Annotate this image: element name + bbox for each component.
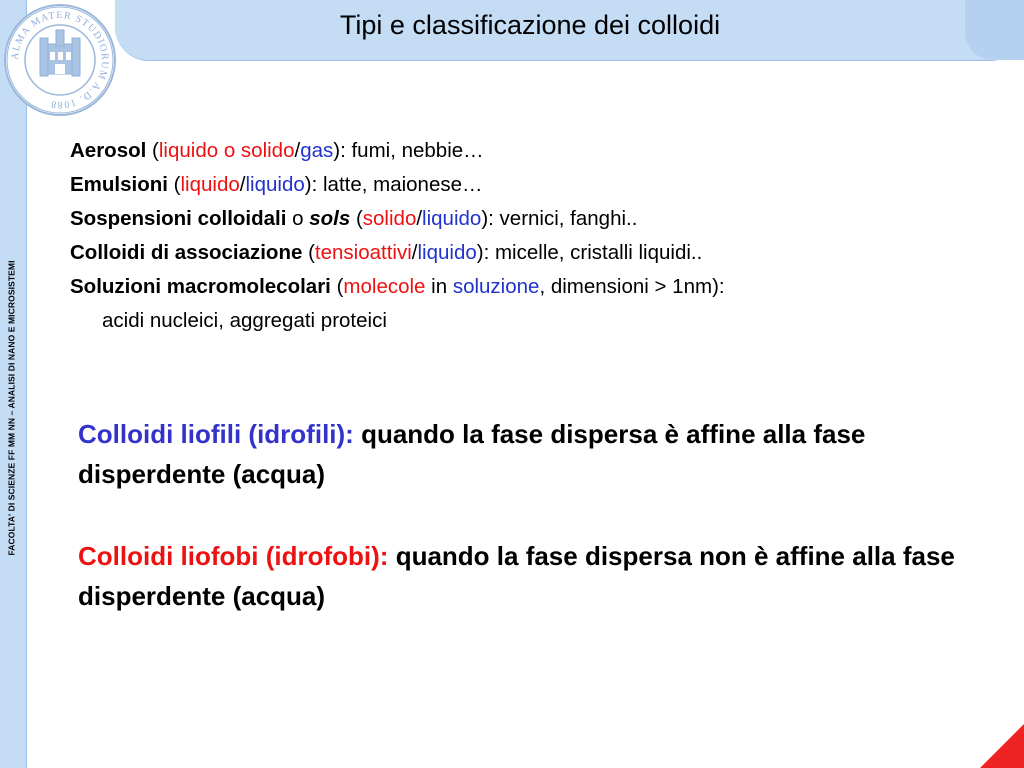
dispersing-phase: liquido: [417, 241, 477, 264]
dispersing-phase: soluzione: [452, 275, 540, 298]
definition-label: Colloidi liofili (idrofili):: [78, 419, 354, 449]
dispersing-phase: gas: [300, 139, 334, 162]
paren-open: (: [167, 173, 181, 196]
list-item-sospensioni: [70, 202, 1000, 236]
seal-text: ALMA MATER STUDIORUM A.D. 1088: [9, 9, 111, 111]
definition-liofili: [78, 414, 998, 494]
term-sols: sols: [309, 207, 351, 230]
paren-open: (: [330, 275, 344, 298]
definition-label: Colloidi liofobi (idrofobi):: [78, 541, 389, 571]
list-item-emulsioni: [70, 168, 1000, 202]
corner-triangle: [980, 724, 1024, 768]
definition-liofobi: [78, 536, 998, 616]
dispersing-phase: liquido: [422, 207, 482, 230]
term: Sospensioni colloidali: [70, 207, 287, 230]
sidebar-vertical-text: FACOLTA' DI SCIENZE FF MM NN – ANALISI DI NANO E MICROSISTEMI: [7, 259, 18, 556]
definition-text: quando la fase dispersa è affine alla fase disperdente (acqua): [78, 419, 866, 489]
term: Colloidi di associazione: [70, 241, 303, 264]
term: Aerosol: [70, 139, 147, 162]
colloid-types-list: [70, 134, 1000, 338]
dispersed-phase: tensioattivi: [314, 241, 412, 264]
examples: , dimensioni > 1nm):: [539, 275, 725, 298]
dispersed-phase: solido: [362, 207, 417, 230]
paren-open: (: [146, 139, 159, 162]
term: Soluzioni macromolecolari: [70, 275, 331, 298]
list-item-associazione: [70, 236, 1000, 270]
paren-open: (: [302, 241, 315, 264]
dispersed-phase: liquido o solido: [158, 139, 295, 162]
dispersed-phase: molecole: [343, 275, 426, 298]
list-item-aerosol: [70, 134, 1000, 168]
dispersing-phase: liquido: [245, 173, 305, 196]
page-title: Tipi e classificazione dei colloidi: [339, 10, 721, 40]
conjunction: in: [425, 275, 453, 298]
examples: ): micelle, cristalli liquidi..: [476, 241, 703, 264]
title-bar-tab: [965, 0, 1024, 60]
paren-open: (: [350, 207, 363, 230]
separator: /: [239, 173, 246, 196]
term: Emulsioni: [70, 173, 168, 196]
examples: ): vernici, fanghi..: [481, 207, 638, 230]
list-item-macromolecolari-continuation: acidi nucleici, aggregati proteici: [102, 309, 387, 332]
examples: ): fumi, nebbie…: [333, 139, 484, 162]
definition-text: quando la fase dispersa non è affine alla fase disperdente (acqua): [78, 541, 955, 611]
conjunction: o: [286, 207, 310, 230]
separator: /: [416, 207, 423, 230]
separator: /: [294, 139, 301, 162]
university-seal-icon: [0, 0, 120, 120]
examples: ): latte, maionese…: [304, 173, 483, 196]
dispersed-phase: liquido: [180, 173, 240, 196]
sidebar-vertical-text-wrap: [1, 210, 23, 605]
list-item-macromolecolari: [70, 270, 1000, 304]
separator: /: [411, 241, 418, 264]
